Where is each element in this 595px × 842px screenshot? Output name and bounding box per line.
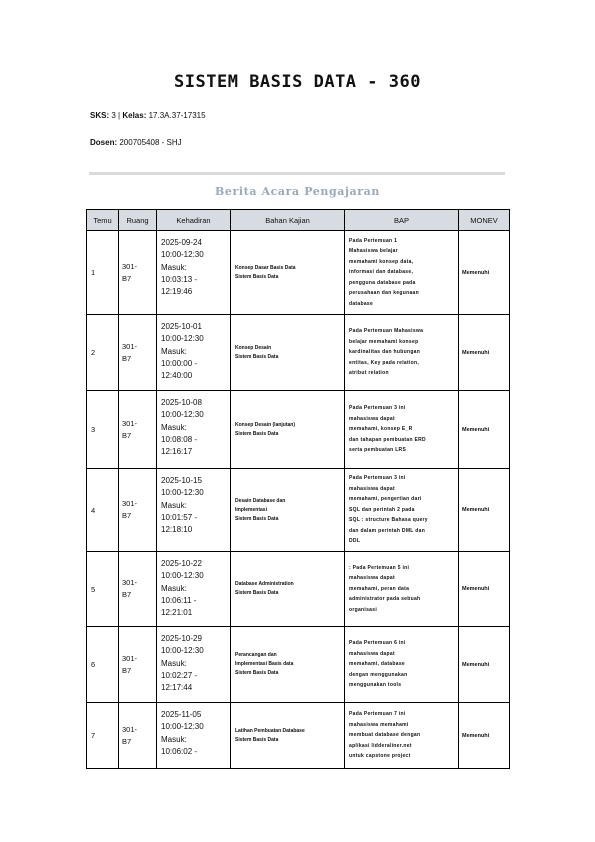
bahan-line: Desain Database dan — [235, 497, 286, 504]
bap-line: mahasiswa dapat — [349, 415, 395, 422]
cell-bap — [345, 552, 459, 627]
bahan-line: Konsep Dasar Basis Data — [235, 264, 296, 271]
kehadiran-line: 12:16:17 — [161, 447, 193, 457]
bap-line: Pada Pertemuan 3 ini — [349, 475, 406, 482]
bap-line: mahasiswa dapat — [349, 650, 395, 657]
bahan-line: Database Administration — [235, 581, 294, 587]
bap-line: Mahasiswa belajar — [349, 248, 399, 255]
cell-monev: Memenuhi — [459, 469, 510, 552]
bap-line: perusahaan dan kegunaan — [349, 290, 419, 297]
kehadiran-line: Masuk: — [161, 658, 187, 668]
cell-bap — [345, 469, 459, 552]
ruang-line: B7 — [122, 665, 132, 675]
cell-temu: 4 — [87, 469, 119, 552]
cell-monev: Memenuhi — [459, 391, 510, 469]
cell-ruang — [119, 315, 157, 391]
table-row — [87, 703, 510, 769]
cell-ruang — [119, 627, 157, 703]
kelas-value: 17.3A.37-17315 — [148, 111, 206, 120]
ruang-line: B7 — [122, 273, 132, 283]
kehadiran-line: 2025-10-29 — [161, 634, 202, 643]
lecturer-meta — [90, 138, 182, 147]
bahan-line: Sistem Basis Data — [235, 670, 279, 676]
table-row — [87, 315, 510, 391]
bahan-line: Implementasi — [235, 506, 267, 513]
column-header-kehadiran: Kehadiran — [157, 210, 231, 231]
ruang-line: B7 — [122, 353, 132, 363]
bap-line: belajar memahami konsep — [349, 338, 419, 345]
bap-line: SQL dan perintah 2 pada — [349, 506, 415, 513]
kehadiran-line: 10:03:13 - — [161, 274, 198, 284]
bap-line: Pada Pertemuan 7 ini — [349, 711, 406, 718]
kehadiran-line: 12:19:46 — [161, 287, 193, 297]
bap-line: Pada Pertemuan Mahasiswa — [349, 328, 424, 335]
ruang-line: 301- — [122, 499, 138, 508]
bap-line: informasi dan database, — [349, 269, 414, 276]
bap-line: memahami, konsep E_R — [349, 426, 413, 433]
bap-line: menggunakan tools — [349, 682, 402, 689]
sks-value: 3 — [111, 111, 116, 120]
bap-line: database — [349, 300, 374, 307]
bap-line: memahami, peran data — [349, 585, 410, 592]
bap-line: dan tahapan pembuatan ERD — [349, 436, 426, 443]
bap-line: serta pembuatan LRS — [349, 447, 407, 454]
bahan-line: Latihan Pembuatan Database — [235, 727, 305, 734]
ruang-line: B7 — [122, 430, 132, 440]
table-row — [87, 231, 510, 315]
bahan-line: Sistem Basis Data — [235, 273, 279, 280]
kehadiran-line: 10:00-12:30 — [161, 410, 204, 420]
cell-monev: Memenuhi — [459, 627, 510, 703]
cell-bahan-kajian — [231, 231, 345, 315]
bap-line: membuat database dengan — [349, 732, 421, 739]
bap-line: atribut relation — [349, 370, 389, 377]
kehadiran-line: 10:00-12:30 — [161, 334, 204, 344]
ruang-line: 301- — [122, 261, 138, 271]
cell-bahan-kajian — [231, 469, 345, 552]
cell-bahan-kajian — [231, 552, 345, 627]
cell-bap — [345, 703, 459, 769]
bap-line: Pada Pertemuan 6 ini — [349, 640, 406, 647]
kehadiran-line: 10:01:57 - — [161, 512, 198, 522]
bap-line: : Pada Pertemuan 5 ini — [349, 564, 410, 571]
bahan-line: Konsep Desain — [235, 344, 272, 351]
bap-line: DDL — [349, 538, 361, 545]
bahan-line: Sistem Basis Data — [235, 590, 279, 596]
kehadiran-line: Masuk: — [161, 346, 187, 356]
ruang-line: 301- — [122, 724, 138, 734]
bahan-line: Sistem Basis Data — [235, 430, 279, 437]
cell-kehadiran — [157, 627, 231, 703]
table-row — [87, 627, 510, 703]
column-header-temu: Temu — [87, 210, 119, 231]
dosen-value: 200705408 - SHJ — [119, 138, 182, 147]
ruang-line: 301- — [122, 341, 138, 351]
bap-line: mahasiswa dapat — [349, 575, 395, 582]
column-header-bap: BAP — [345, 210, 459, 231]
course-meta — [90, 111, 206, 120]
column-header-ruang: Ruang — [119, 210, 157, 231]
cell-temu: 2 — [87, 315, 119, 391]
cell-ruang — [119, 469, 157, 552]
cell-bahan-kajian — [231, 391, 345, 469]
cell-kehadiran — [157, 231, 231, 315]
cell-bap — [345, 627, 459, 703]
kehadiran-line: 12:17:44 — [161, 683, 193, 693]
bap-line: Pada Pertemuan 3 ini — [349, 405, 406, 412]
kehadiran-line: 10:02:27 - — [161, 670, 198, 680]
cell-temu: 3 — [87, 391, 119, 469]
ruang-line: 301- — [122, 418, 138, 428]
kehadiran-line: 10:08:08 - — [161, 434, 198, 444]
cell-ruang — [119, 552, 157, 627]
dosen-label: Dosen: — [90, 138, 118, 147]
cell-bap — [345, 231, 459, 315]
bap-line: mahasiswa memahami — [349, 721, 409, 728]
kehadiran-line: Masuk: — [161, 734, 187, 744]
kehadiran-line: 10:06:02 - — [161, 746, 198, 756]
cell-bahan-kajian — [231, 627, 345, 703]
bahan-line: Konsep Desain (lanjutan) — [235, 421, 296, 428]
cell-ruang — [119, 703, 157, 769]
document-title: SISTEM BASIS DATA - 360 — [174, 72, 421, 92]
bap-line: untuk capstone project — [349, 753, 411, 760]
kehadiran-line: 2025-09-24 — [161, 238, 202, 247]
sks-label: SKS: — [90, 111, 110, 120]
kehadiran-line: 10:06:11 - — [161, 595, 197, 605]
cell-kehadiran — [157, 391, 231, 469]
cell-monev: Memenuhi — [459, 231, 510, 315]
bap-line: pengguna database pada — [349, 279, 416, 286]
kehadiran-line: 10:00-12:30 — [161, 250, 204, 260]
bap-line: memahami, pengertian dari — [349, 496, 422, 503]
bahan-line: Implementasi Basis data — [235, 661, 294, 667]
bahan-line: Perancangan dan — [235, 652, 277, 658]
kehadiran-line: Masuk: — [161, 583, 187, 593]
bap-line: dan dalam perintah DML dan — [349, 527, 426, 534]
kehadiran-line: 10:00-12:30 — [161, 722, 204, 732]
cell-monev: Memenuhi — [459, 703, 510, 769]
cell-temu: 1 — [87, 231, 119, 315]
meta-separator: | — [118, 111, 121, 120]
bap-line: aplikasi lidderaliner.net — [349, 742, 412, 749]
kehadiran-line: Masuk: — [161, 500, 187, 510]
ruang-line: B7 — [122, 511, 132, 520]
table-row — [87, 469, 510, 552]
kehadiran-line: 2025-10-15 — [161, 476, 202, 485]
ruang-line: B7 — [122, 590, 132, 599]
cell-temu: 6 — [87, 627, 119, 703]
kelas-label: Kelas: — [122, 111, 147, 120]
cell-temu: 7 — [87, 703, 119, 769]
cell-bap — [345, 391, 459, 469]
bap-line: memahami, database — [349, 661, 405, 668]
bahan-line: Sistem Basis Data — [235, 736, 279, 743]
cell-bap — [345, 315, 459, 391]
column-header-bahan-kajian: Bahan Kajian — [231, 210, 345, 231]
cell-ruang — [119, 391, 157, 469]
bahan-line: Sistem Basis Data — [235, 353, 279, 360]
cell-bahan-kajian — [231, 315, 345, 391]
teaching-record-table — [86, 209, 510, 769]
kehadiran-line: Masuk: — [161, 422, 187, 432]
cell-kehadiran — [157, 315, 231, 391]
kehadiran-line: 10:00-12:30 — [161, 571, 204, 581]
cell-kehadiran — [157, 552, 231, 627]
kehadiran-line: 10:00:00 - — [161, 358, 198, 368]
cell-monev: Memenuhi — [459, 315, 510, 391]
cell-ruang — [119, 231, 157, 315]
column-header-monev: MONEV — [459, 210, 510, 231]
cell-kehadiran — [157, 703, 231, 769]
kehadiran-line: 12:40:00 — [161, 371, 193, 381]
bap-line: dengan menggunakan — [349, 671, 408, 678]
bap-line: memahami konsep data, — [349, 258, 414, 265]
ruang-line: B7 — [122, 736, 132, 746]
section-subtitle: Berita Acara Pengajaran — [214, 185, 381, 198]
ruang-line: 301- — [122, 653, 138, 663]
bap-line: organisasi — [349, 606, 378, 613]
bap-line: administrator pada sebuah — [349, 596, 421, 603]
cell-monev: Memenuhi — [459, 552, 510, 627]
bahan-line: Sistem Basis Data — [235, 515, 279, 522]
bap-line: SQL : structure Bahasa query — [349, 517, 428, 524]
kehadiran-line: Masuk: — [161, 262, 187, 272]
kehadiran-line: 10:00-12:30 — [161, 488, 204, 498]
cell-temu: 5 — [87, 552, 119, 627]
divider — [89, 172, 505, 175]
kehadiran-line: 2025-11-05 — [161, 710, 202, 719]
cell-bahan-kajian — [231, 703, 345, 769]
cell-kehadiran — [157, 469, 231, 552]
kehadiran-line: 12:18:10 — [161, 525, 193, 535]
bap-line: Pada Pertemuan 1 — [349, 237, 398, 244]
kehadiran-line: 10:00-12:30 — [161, 646, 204, 656]
bap-line: kardinalitas dan hubungan — [349, 349, 421, 356]
bap-line: entitas, Key pada relation, — [349, 359, 420, 366]
kehadiran-line: 2025-10-22 — [161, 559, 202, 568]
kehadiran-line: 2025-10-01 — [161, 322, 202, 331]
kehadiran-line: 12:21:01 — [161, 608, 193, 618]
bap-line: mahasiswa dapat — [349, 485, 395, 492]
table-row — [87, 552, 510, 627]
kehadiran-line: 2025-10-08 — [161, 398, 202, 407]
ruang-line: 301- — [122, 578, 138, 587]
table-header-row — [87, 210, 510, 231]
table-row — [87, 391, 510, 469]
